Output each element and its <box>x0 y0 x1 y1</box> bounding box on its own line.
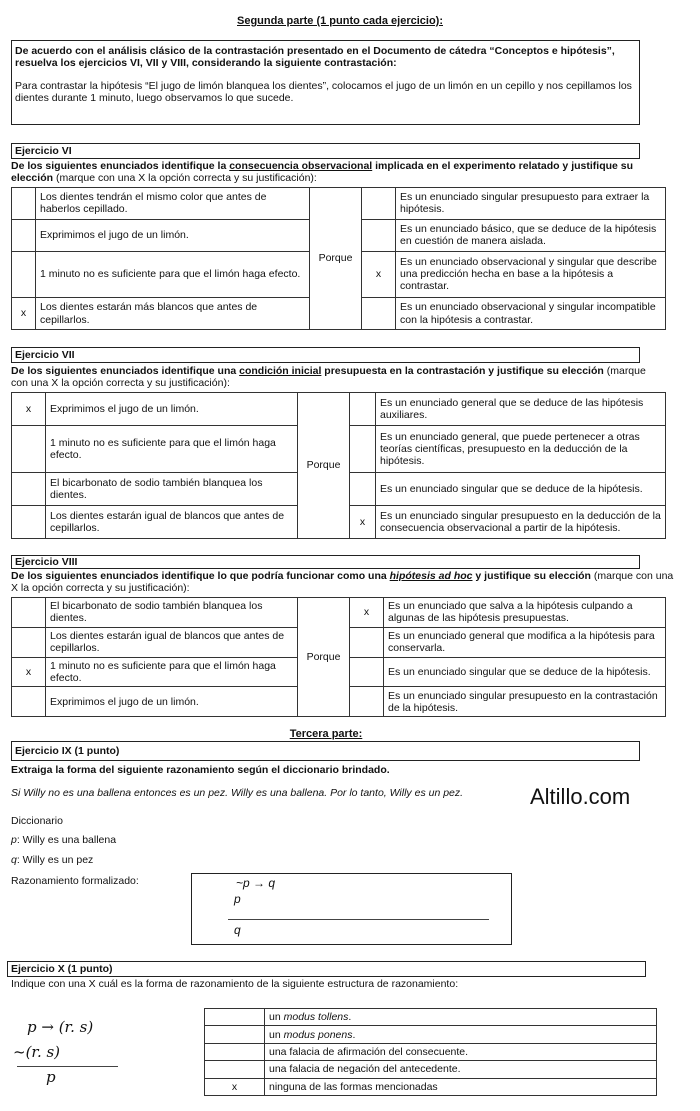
option-text: Los dientes estarán igual de blancos que antes de cepillarlos. <box>46 627 298 657</box>
option-mark[interactable]: x <box>12 393 46 426</box>
ex9-premise-2: p <box>234 892 241 906</box>
justification-mark[interactable]: x <box>350 506 376 539</box>
porque-label: Porque <box>298 598 350 717</box>
option-text: Exprimimos el jugo de un limón. <box>36 219 310 251</box>
table-row <box>12 393 666 426</box>
justification-text: Es un enunciado observacional y singular incompatible con la hipótesis a contrastar. <box>396 298 666 330</box>
justification-mark[interactable]: x <box>362 251 396 297</box>
dict-title: Diccionario <box>11 815 63 827</box>
table-row <box>205 1078 657 1095</box>
table-row <box>12 188 666 220</box>
justification-text: Es un enunciado general que se deduce de las hipótesis auxiliares. <box>376 393 666 426</box>
ex10-question: Indique con una X cuál es la forma de razonamiento de la siguiente estructura de razonamiento: <box>11 978 459 990</box>
ex9-header: Ejercicio IX (1 punto) <box>15 745 120 757</box>
ex6-table <box>11 187 666 330</box>
justification-mark[interactable] <box>362 219 396 251</box>
option-text: Los dientes estarán igual de blancos que antes de cepillarlos. <box>46 506 298 539</box>
ex9-question: Extraiga la forma del siguiente razonamiento según el diccionario brindado. <box>11 764 390 776</box>
ex6-header: Ejercicio VI <box>15 145 72 157</box>
option-text: Exprimimos el jugo de un limón. <box>46 687 298 717</box>
ex10-header: Ejercicio X (1 punto) <box>11 963 113 975</box>
ex8-question: De los siguientes enunciados identifique lo que podría funcionar como una hipótesis ad hoc y justifique su elección (marque con una X la opción correcta y su justificación): <box>11 570 674 595</box>
formal-label: Razonamiento formalizado: <box>11 875 139 887</box>
option-mark[interactable] <box>12 219 36 251</box>
option-mark[interactable] <box>205 1061 265 1078</box>
table-row <box>205 1009 657 1026</box>
option-text: 1 minuto no es suficiente para que el limón haga efecto. <box>46 657 298 687</box>
option-text: El bicarbonato de sodio también blanquea los dientes. <box>46 598 298 628</box>
justification-mark[interactable] <box>350 393 376 426</box>
option-text: Los dientes estarán más blancos que antes de cepillarlos. <box>36 298 310 330</box>
ex9-conclusion-line <box>228 919 489 920</box>
option-mark[interactable] <box>12 473 46 506</box>
ex9-premise-1: ~p → q <box>236 876 276 890</box>
justification-text: Es un enunciado singular que se deduce de la hipótesis. <box>384 657 666 687</box>
table-row <box>205 1043 657 1060</box>
ex7-question: De los siguientes enunciados identifique una condición inicial presupuesta en la contrastación y justifique su elección (marque con una X la opción correcta y su justificación): <box>11 365 646 390</box>
dict-q: q: Willy es un pez <box>11 854 94 866</box>
ex10-premise-2: ~(r. s) <box>13 1043 61 1061</box>
porque-label: Porque <box>310 188 362 330</box>
justification-text: Es un enunciado singular presupuesto en la contrastación de la hipótesis. <box>384 687 666 717</box>
justification-text: Es un enunciado básico, que se deduce de la hipótesis en cuestión de manera aislada. <box>396 219 666 251</box>
justification-text: Es un enunciado singular presupuesto en la deducción de la consecuencia observacional a partir de la hipótesis. <box>376 506 666 539</box>
justification-text: Es un enunciado que salva a la hipótesis culpando a algunas de las hipótesis presupuestas. <box>384 598 666 628</box>
ex9-argument: Si Willy no es una ballena entonces es un pez. Willy es una ballena. Por lo tanto, Willy es un pez. <box>11 787 464 799</box>
option-mark[interactable]: x <box>205 1078 265 1095</box>
option-mark[interactable] <box>12 425 46 472</box>
option-mark[interactable] <box>12 251 36 297</box>
justification-mark[interactable] <box>350 473 376 506</box>
option-text: 1 minuto no es suficiente para que el limón haga efecto. <box>46 425 298 472</box>
justification-mark[interactable]: x <box>350 598 384 628</box>
justification-mark[interactable] <box>350 657 384 687</box>
ex10-conclusion-line <box>17 1066 118 1067</box>
ex8-table <box>11 597 666 717</box>
option-text: Exprimimos el jugo de un limón. <box>46 393 298 426</box>
ex10-premise-1: p → (r. s) <box>27 1018 94 1036</box>
table-row <box>205 1061 657 1078</box>
justification-mark[interactable] <box>350 425 376 472</box>
justification-mark[interactable] <box>350 687 384 717</box>
part2-title: Segunda parte (1 punto cada ejercicio): <box>237 15 443 27</box>
ex7-header-box <box>11 347 640 363</box>
option-text: 1 minuto no es suficiente para que el limón haga efecto. <box>36 251 310 297</box>
justification-text: Es un enunciado general, que puede pertenecer a otras teorías científicas, presupuesto en la deducción de la hipótesis. <box>376 425 666 472</box>
justification-mark[interactable] <box>350 627 384 657</box>
option-mark[interactable] <box>205 1009 265 1026</box>
option-mark[interactable] <box>12 687 46 717</box>
option-mark[interactable] <box>205 1026 265 1043</box>
option-text: un modus tollens. <box>265 1009 657 1026</box>
part3-title: Tercera parte: <box>289 728 363 740</box>
option-mark[interactable] <box>12 188 36 220</box>
option-mark[interactable]: x <box>12 298 36 330</box>
ex6-key-term: consecuencia observacional <box>229 160 373 172</box>
ex10-conclusion: p <box>46 1068 56 1086</box>
ex8-key-term: hipótesis ad hoc <box>389 570 473 582</box>
justification-text: Es un enunciado singular presupuesto para extraer la hipótesis. <box>396 188 666 220</box>
ex7-table <box>11 392 666 539</box>
ex10-options-table <box>204 1008 657 1096</box>
table-row <box>12 598 666 628</box>
option-mark[interactable]: x <box>12 657 46 687</box>
justification-mark[interactable] <box>362 298 396 330</box>
intro-question: De acuerdo con el análisis clásico de la contrastación presentado en el Documento de cátedra “Conceptos e hipótesis”, resuelva los ejercicios VI, VII y VIII, considerando la siguiente contrastación: <box>15 45 615 70</box>
ex8-header-box <box>11 555 640 569</box>
option-text: ninguna de las formas mencionadas <box>265 1078 657 1095</box>
option-text: Los dientes tendrán el mismo color que antes de haberlos cepillado. <box>36 188 310 220</box>
porque-label: Porque <box>298 393 350 539</box>
ex6-question: De los siguientes enunciados identifique la consecuencia observacional implicada en el experimento relatado y justifique su elección (marque con una X la opción correcta y su justificación): <box>11 160 634 185</box>
watermark: Altillo.com <box>530 784 631 809</box>
justification-mark[interactable] <box>362 188 396 220</box>
option-text: una falacia de afirmación del consecuente. <box>265 1043 657 1060</box>
justification-text: Es un enunciado general que modifica a la hipótesis para conservarla. <box>384 627 666 657</box>
option-mark[interactable] <box>12 506 46 539</box>
table-row <box>205 1026 657 1043</box>
option-text: una falacia de negación del antecedente. <box>265 1061 657 1078</box>
ex9-conclusion: q <box>234 923 241 937</box>
intro-scenario: Para contrastar la hipótesis “El jugo de limón blanquea los dientes”, colocamos el jugo de un limón en un cepillo y nos cepillamos los dientes durante 1 minuto, luego observamos lo que sucede. <box>15 80 632 105</box>
option-mark[interactable] <box>12 598 46 628</box>
ex7-key-term: condición inicial <box>239 365 322 377</box>
justification-text: Es un enunciado singular que se deduce de la hipótesis. <box>376 473 666 506</box>
ex7-header: Ejercicio VII <box>15 349 75 361</box>
justification-text: Es un enunciado observacional y singular que describe una predicción hecha en base a la hipótesis a contrastar. <box>396 251 666 297</box>
option-mark[interactable] <box>205 1043 265 1060</box>
dict-p: p: Willy es una ballena <box>11 834 117 846</box>
option-text: El bicarbonato de sodio también blanquea los dientes. <box>46 473 298 506</box>
ex6-header-box <box>11 143 640 159</box>
ex8-header: Ejercicio VIII <box>15 556 78 568</box>
option-mark[interactable] <box>12 627 46 657</box>
option-text: un modus ponens. <box>265 1026 657 1043</box>
